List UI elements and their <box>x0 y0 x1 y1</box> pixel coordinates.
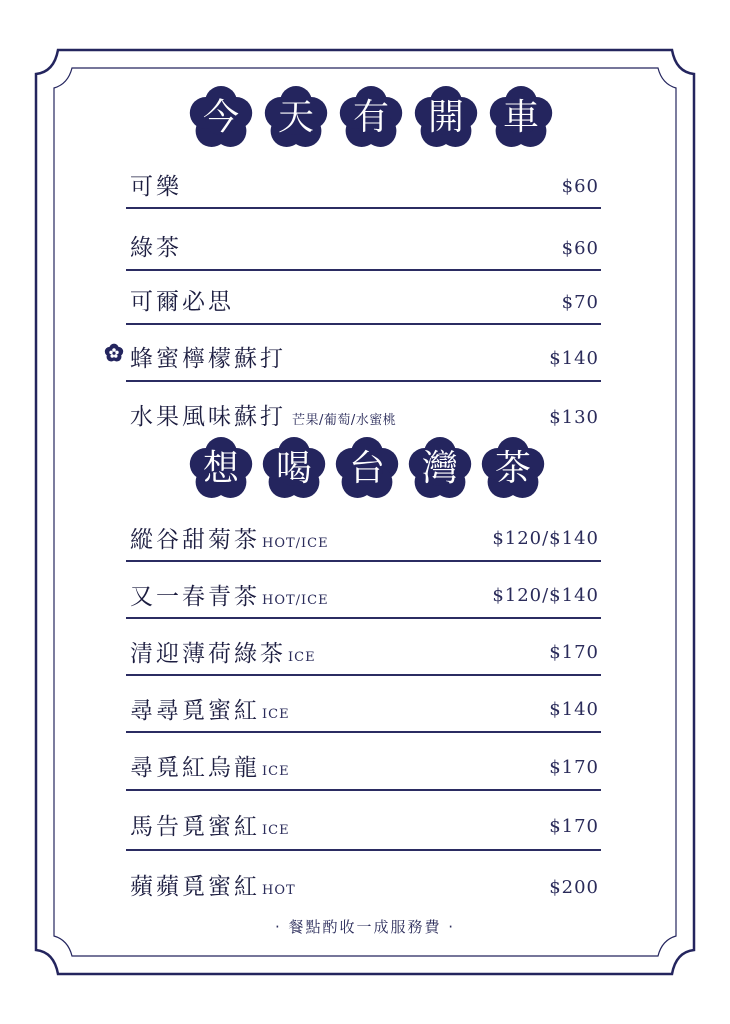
item-price: $140 <box>549 348 599 369</box>
item-tag: ICE <box>288 650 316 665</box>
item-name-wrap <box>130 808 290 841</box>
divider <box>126 617 601 619</box>
section-title-taiwan-tea <box>0 435 730 505</box>
title-char: 天 <box>277 97 314 138</box>
item-name: 又一春青茶 <box>130 584 260 610</box>
title-char: 車 <box>502 97 539 138</box>
item-name: 可爾必思 <box>130 289 234 315</box>
item-name-wrap <box>130 749 290 782</box>
flower-badge <box>187 435 255 503</box>
item-name: 清迎薄荷綠茶 <box>130 641 286 667</box>
item-tag: ICE <box>262 764 290 779</box>
flower-badge <box>406 435 474 503</box>
item-price: $140 <box>549 699 599 720</box>
item-name: 縱谷甜菊茶 <box>130 527 260 553</box>
item-name: 尋覓紅烏龍 <box>130 755 260 781</box>
item-tag: ICE <box>262 823 290 838</box>
flower-badge <box>187 84 255 152</box>
item-name-wrap <box>130 578 329 611</box>
divider <box>126 849 601 851</box>
item-name: 可樂 <box>130 174 182 200</box>
item-price: $70 <box>561 292 599 313</box>
item-tag: HOT/ICE <box>262 593 329 608</box>
item-price: $120/$140 <box>492 585 599 606</box>
divider <box>126 789 601 791</box>
item-note: 芒果/葡萄/水蜜桃 <box>292 413 397 428</box>
item-tag: ICE <box>262 707 290 722</box>
item-price: $60 <box>561 238 599 259</box>
divider <box>126 731 601 733</box>
item-name: 水果風味蘇打 <box>130 404 286 430</box>
title-char: 今 <box>202 97 239 138</box>
title-char: 喝 <box>275 448 312 489</box>
item-tag: HOT <box>262 883 296 898</box>
item-name-wrap <box>130 398 396 431</box>
item-price: $200 <box>549 877 599 898</box>
item-name: 馬告覓蜜紅 <box>130 814 260 840</box>
item-name: 蜂蜜檸檬蘇打 <box>130 346 286 372</box>
item-price: $60 <box>561 176 599 197</box>
item-name-wrap <box>130 521 329 554</box>
title-char: 開 <box>427 97 464 138</box>
item-name: 尋尋覓蜜紅 <box>130 698 260 724</box>
section-title-today <box>0 84 730 154</box>
flower-badge <box>337 84 405 152</box>
item-name-wrap <box>130 692 290 725</box>
divider <box>126 674 601 676</box>
flower-badge <box>333 435 401 503</box>
title-char: 灣 <box>421 448 458 489</box>
item-price: $170 <box>549 757 599 778</box>
flower-badge <box>412 84 480 152</box>
title-char: 茶 <box>494 448 531 489</box>
title-char: 想 <box>202 448 239 489</box>
title-char: 有 <box>352 97 389 138</box>
item-price: $170 <box>549 642 599 663</box>
divider <box>126 380 601 382</box>
flower-badge <box>479 435 547 503</box>
item-name: 綠茶 <box>130 235 182 261</box>
item-name-wrap <box>130 635 316 668</box>
flower-badge <box>487 84 555 152</box>
divider <box>126 560 601 562</box>
divider <box>126 207 601 209</box>
item-name-wrap <box>130 868 296 901</box>
item-name: 蘋蘋覓蜜紅 <box>130 874 260 900</box>
divider <box>126 323 601 325</box>
flower-badge <box>262 84 330 152</box>
item-tag: HOT/ICE <box>262 536 329 551</box>
title-char: 台 <box>348 448 385 489</box>
item-price: $120/$140 <box>492 528 599 549</box>
service-charge-note: · 餐點酌收一成服務費 · <box>274 918 456 936</box>
plum-blossom-icon <box>104 343 124 363</box>
item-price: $130 <box>549 407 599 428</box>
flower-badge <box>260 435 328 503</box>
divider <box>126 269 601 271</box>
item-price: $170 <box>549 816 599 837</box>
